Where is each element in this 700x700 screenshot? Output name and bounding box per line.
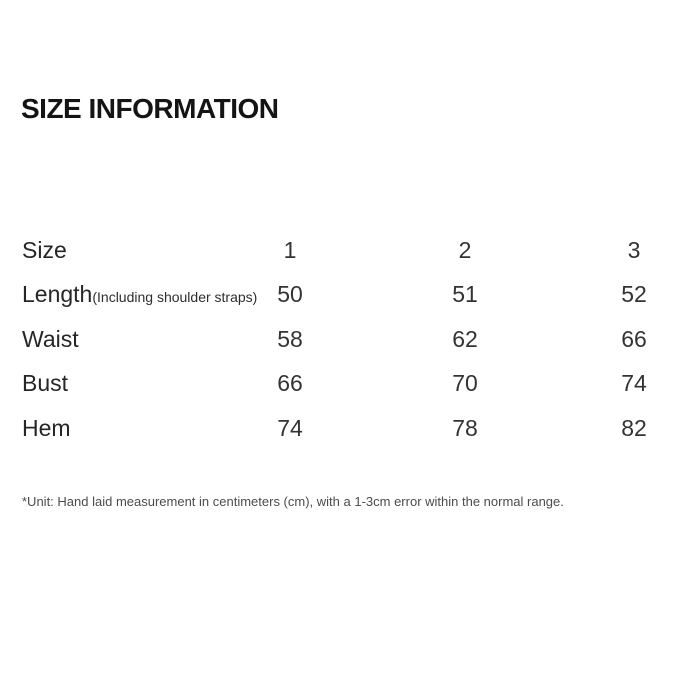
cell-bust-size-2: 70 bbox=[452, 370, 478, 397]
cell-length-size-1: 50 bbox=[277, 281, 303, 308]
column-header-size: Size bbox=[22, 236, 67, 263]
cell-bust-size-3: 74 bbox=[621, 370, 647, 397]
size-table-row-length bbox=[0, 273, 700, 318]
row-label-hem-text: Hem bbox=[22, 414, 71, 441]
column-header-size-1: 1 bbox=[283, 236, 297, 263]
size-table-row-bust bbox=[0, 362, 700, 407]
row-label-length-text: Length bbox=[22, 281, 93, 308]
cell-length-size-3: 52 bbox=[621, 281, 647, 308]
cell-length-size-2: 51 bbox=[452, 281, 478, 308]
cell-waist-size-3: 66 bbox=[621, 325, 647, 352]
cell-waist-size-1: 58 bbox=[277, 325, 303, 352]
cell-hem-size-1: 74 bbox=[277, 414, 303, 441]
cell-bust-size-1: 66 bbox=[277, 370, 303, 397]
column-header-size-3: 3 bbox=[627, 236, 641, 263]
size-table-header-row bbox=[0, 228, 700, 273]
size-table bbox=[0, 228, 700, 451]
cell-waist-size-2: 62 bbox=[452, 325, 478, 352]
size-table-row-hem bbox=[0, 406, 700, 451]
row-label-length bbox=[0, 281, 258, 308]
cell-hem-size-2: 78 bbox=[452, 414, 478, 441]
row-label-length-note: (Including shoulder straps) bbox=[92, 289, 258, 306]
row-label-waist bbox=[0, 326, 205, 353]
row-label-bust bbox=[0, 370, 205, 397]
row-label-waist-text: Waist bbox=[22, 325, 79, 352]
row-label-bust-text: Bust bbox=[22, 370, 69, 397]
unit-footnote: *Unit: Hand laid measurement in centimeters (cm), with a 1-3cm error within the normal range. bbox=[22, 494, 564, 509]
column-header-size-2: 2 bbox=[458, 236, 472, 263]
cell-hem-size-3: 82 bbox=[621, 414, 647, 441]
page-title: SIZE INFORMATION bbox=[21, 93, 279, 124]
size-table-row-waist bbox=[0, 317, 700, 362]
row-label-hem bbox=[0, 415, 205, 442]
